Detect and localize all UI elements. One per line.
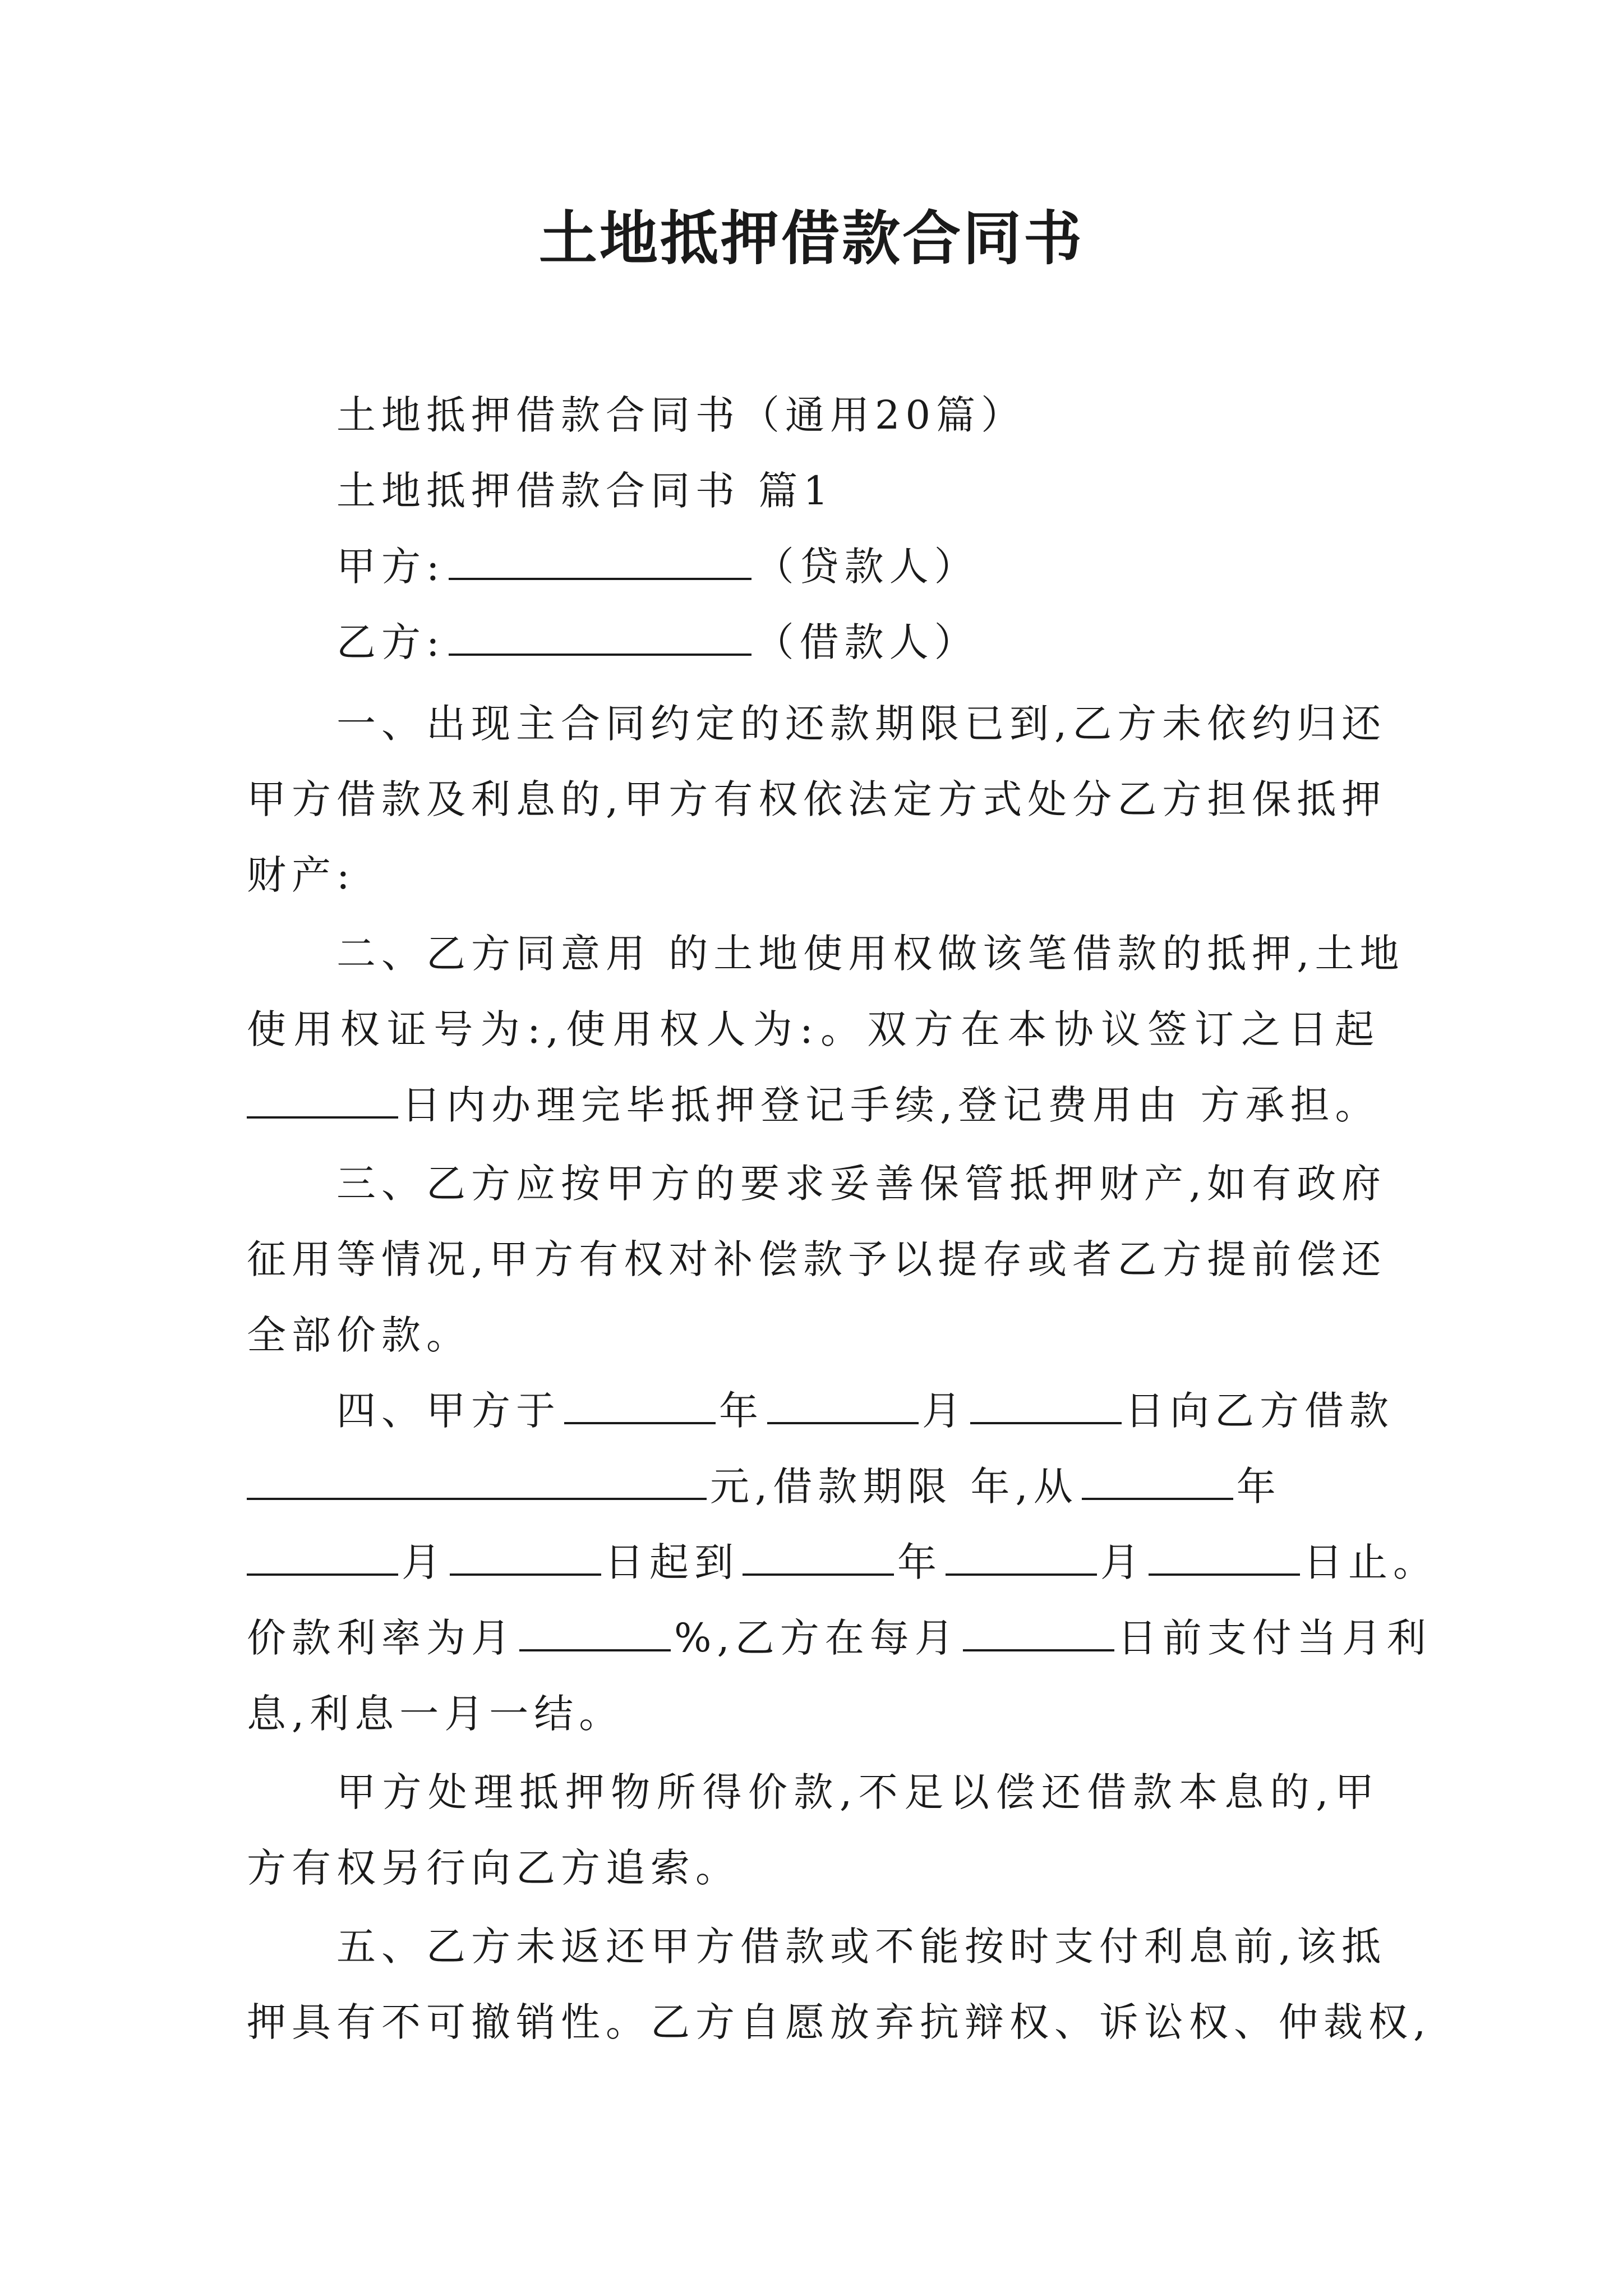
- rate-blank: [519, 1610, 671, 1651]
- clause1-line3: 财产:: [247, 852, 356, 898]
- clause4-text: 年: [897, 1539, 942, 1585]
- document-title: 土地抵押借款合同书: [538, 204, 1084, 273]
- clause4b-line2: 方有权另行向乙方追索。: [247, 1845, 740, 1891]
- party-b-label: 乙方:: [336, 619, 445, 665]
- clause4-text: 年: [1236, 1464, 1281, 1510]
- clause4-line5: 息,利息一月一结。: [247, 1691, 624, 1737]
- day-blank: [1149, 1534, 1300, 1576]
- clause4-text: %,乙方在每月: [674, 1615, 960, 1661]
- clause4-text: 年: [719, 1388, 764, 1434]
- party-b-line: [336, 614, 1380, 670]
- clause1-line1: 一、出现主合同约定的还款期限已到,乙方未依约归还: [336, 701, 1387, 747]
- clause5-line2: 押具有不可撤销性。乙方自愿放弃抗辩权、诉讼权、仲裁权,: [247, 1999, 1432, 2045]
- year-blank: [564, 1383, 716, 1424]
- clause4-text: 日止。: [1303, 1539, 1438, 1585]
- chapter-heading: 土地抵押借款合同书 篇1: [336, 468, 834, 514]
- clause4-text: 月: [1100, 1539, 1145, 1585]
- clause1-line2: 甲方借款及利息的,甲方有权依法定方式处分乙方担保抵押: [247, 776, 1387, 822]
- clause3-line2: 征用等情况,甲方有权对补偿款予以提存或者乙方提前偿还: [247, 1236, 1387, 1282]
- clause4-text: 日起到: [605, 1539, 739, 1585]
- clause4-text: 四、甲方于: [336, 1388, 561, 1434]
- clause4b-line1: 甲方处理抵押物所得价款,不足以偿还借款本息的,甲: [336, 1769, 1380, 1815]
- clause2-line2: 使用权证号为:,使用权人为:。双方在本协议签订之日起: [247, 1006, 1380, 1052]
- party-a-role: （贷款人）: [754, 544, 979, 590]
- clause2-days-blank: [247, 1077, 398, 1119]
- clause4-line4: [247, 1610, 1432, 1666]
- party-a-line: [336, 539, 1380, 595]
- clause2-line1: 二、乙方同意用 的土地使用权做该笔借款的抵押,土地: [336, 931, 1405, 977]
- month-blank: [247, 1534, 398, 1576]
- clause3-line3: 全部价款。: [247, 1312, 471, 1358]
- clause4-text: 日向乙方借款: [1125, 1388, 1394, 1434]
- amount-blank: [247, 1458, 707, 1500]
- clause3-line1: 三、乙方应按甲方的要求妥善保管抵押财产,如有政府: [336, 1161, 1387, 1207]
- clause4-text: 月: [402, 1539, 446, 1585]
- party-b-role: （借款人）: [754, 619, 979, 665]
- day-blank: [970, 1383, 1122, 1424]
- document-subtitle: 土地抵押借款合同书（通用20篇）: [336, 392, 1026, 438]
- clause4-text: 价款利率为月: [247, 1615, 516, 1661]
- party-a-label: 甲方:: [336, 544, 445, 590]
- day-blank: [450, 1534, 601, 1576]
- clause4-text: 日前支付当月利: [1117, 1615, 1432, 1661]
- clause2-line3-text: 日内办理完毕抵押登记手续,登记费用由 方承担。: [402, 1082, 1380, 1128]
- party-b-blank: [449, 614, 751, 656]
- clause4-line2: [247, 1458, 1380, 1515]
- day-blank: [963, 1610, 1114, 1651]
- clause2-line3: [247, 1077, 1380, 1133]
- clause4-line1: [336, 1383, 1394, 1439]
- party-a-blank: [449, 539, 751, 580]
- clause4-text: 月: [922, 1388, 967, 1434]
- month-blank: [946, 1534, 1097, 1576]
- clause4-line3: [247, 1534, 1438, 1590]
- clause5-line1: 五、乙方未返还甲方借款或不能按时支付利息前,该抵: [336, 1924, 1387, 1970]
- clause4-text: 元,借款期限 年,从: [710, 1464, 1078, 1510]
- year-blank: [1082, 1458, 1233, 1500]
- month-blank: [767, 1383, 919, 1424]
- year-blank: [743, 1534, 894, 1576]
